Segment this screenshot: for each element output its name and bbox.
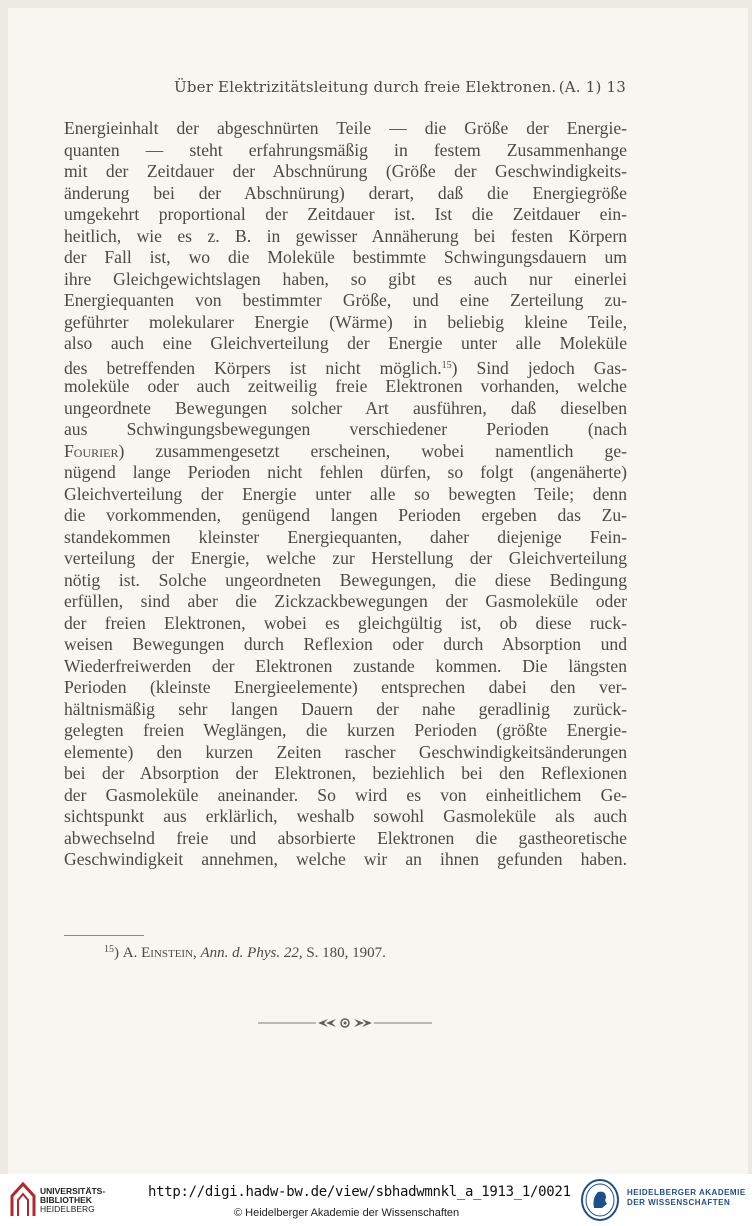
end-ornament (258, 1016, 432, 1030)
footnote-journal: Ann. d. Phys. 22, (200, 945, 303, 961)
body-line: Energiequanten von bestimmter Größe, und eine Zerteilung zu- (64, 290, 627, 310)
body-line: sichtspunkt aus erklärlich, weshalb sowohl Gasmoleküle als auch (64, 806, 627, 826)
footnote-pages: S. 180, 1907. (306, 945, 386, 961)
body-line: Perioden (kleinste Energieelemente) entsprechen dabei den ver- (64, 677, 627, 697)
body-line: quanten — steht erfahrungsmäßig in festem Zusammenhange (64, 139, 627, 160)
body-line: bei der Absorption der Elektronen, beziehlich bei den Reflexionen (64, 763, 627, 783)
body-line: Gleichverteilung der Energie unter alle so bewegten Teile; denn (64, 483, 627, 504)
body-line: standekommen kleinster Energiequanten, daher diejenige Fein- (64, 526, 627, 547)
library-line: BIBLIOTHEK (40, 1195, 92, 1205)
body-text (64, 118, 627, 871)
body-line: heitlich, wie es z. B. in gewisser Annäherung bei festen Körpern (64, 225, 627, 246)
body-line: nötig ist. Solche ungeordneten Bewegungen, die diese Bedingung (64, 569, 627, 590)
body-line: moleküle oder auch zeitweilig freie Elektronen vorhanden, welche (64, 376, 627, 396)
body-line: verteilung der Energie, welche zur Herstellung der Gleichverteilung (64, 548, 627, 568)
running-head-title: Über Elektrizitätsleitung durch freie Elektronen. (174, 78, 557, 96)
body-line: Geschwindigkeit annehmen, welche wir an ihnen gefunden haben. (64, 849, 627, 869)
body-line: ungeordnete Bewegungen solcher Art ausführen, daß dieselben (64, 397, 627, 418)
footnote-number: 15 (104, 944, 114, 955)
body-line: der Fall ist, wo die Moleküle bestimmte Schwingungsdauern um (64, 247, 627, 267)
body-line: hältnismäßig sehr langen Dauern der nahe geradlinig zurück- (64, 698, 627, 719)
body-line: Energieinhalt der abgeschnürten Teile — die Größe der Energie- (64, 118, 627, 138)
copyright-notice: © Heidelberger Akademie der Wissenschaften (234, 1207, 460, 1219)
body-line: erfüllen, sind aber die Zickzackbewegungen der Gasmoleküle oder (64, 591, 627, 611)
body-line-with-footnote-ref (64, 355, 627, 377)
footnote-ref: 15 (441, 359, 452, 371)
footnote-author: A. Einstein, (122, 945, 197, 961)
body-line: änderung bei der Abschnürung) derart, daß die Energiegröße (64, 182, 627, 203)
body-line: abwechselnd freie und absorbierte Elektronen die gastheoretische (64, 827, 627, 848)
viewer-footer (0, 1174, 752, 1226)
library-line: HEIDELBERG (40, 1204, 95, 1214)
body-line: aus Schwingungsbewegungen verschiedener Perioden (nach (64, 419, 627, 439)
body-line: gelegten freien Weglängen, die kurzen Perioden (größte Energie- (64, 720, 627, 740)
body-line: umgekehrt proportional der Zeitdauer ist. Ist die Zeitdauer ein- (64, 204, 627, 224)
body-line: Wiederfreiwerden der Elektronen zustande kommen. Die längsten (64, 655, 627, 676)
body-line: elemente) den kurzen Zeiten rascher Geschwindigkeitsänderungen (64, 741, 627, 762)
university-library-name (40, 1187, 105, 1214)
body-line-text: ) Sind jedoch Gas- (451, 357, 627, 378)
academy-seal-icon (580, 1178, 620, 1222)
body-line: nügend lange Perioden nicht fehlen dürfen, so folgt (angenäherte) (64, 462, 627, 482)
body-line: weisen Bewegungen durch Reflexion oder durch Absorption und (64, 634, 627, 654)
body-line: also auch eine Gleichverteilung der Energie unter alle Moleküle (64, 333, 627, 353)
running-head-page-ref: (A. 1) 13 (558, 78, 626, 96)
body-line: mit der Zeitdauer der Abschnürung (Größe der Geschwindigkeits- (64, 161, 627, 181)
body-line-with-name (64, 441, 627, 463)
author-name-fourier: Fourier (64, 440, 119, 461)
footnote-rule (64, 935, 144, 936)
body-line: geführter molekularer Energie (Wärme) in beliebig kleine Teile, (64, 311, 627, 332)
permalink[interactable]: http://digi.hadw-bw.de/view/sbhadwmnkl_a_1913_1/0021 (148, 1184, 571, 1200)
footnote: $^{15}$) A. Einstein, Ann. d. Phys. 22, S. 180, 1907. (104, 944, 386, 961)
academy-line: DER WISSENSCHAFTEN (627, 1198, 731, 1207)
library-line: UNIVERSITÄTS- (40, 1186, 106, 1196)
body-line: der freien Elektronen, wobei es gleichgültig ist, ob diese ruck- (64, 612, 627, 633)
academy-line: HEIDELBERGER AKADEMIE (627, 1188, 746, 1197)
body-line-text: des betreffenden Körpers ist nicht möglich. (64, 357, 442, 378)
body-line-text: ) zusammengesetzt erscheinen, wobei namentlich ge- (118, 440, 627, 461)
academy-name (627, 1188, 746, 1208)
university-library-logo-icon (8, 1180, 38, 1220)
body-line: ihre Gleichgewichtslagen haben, so gibt es auch nur einerlei (64, 268, 627, 289)
body-line: der Gasmoleküle aneinander. So wird es von einheitlichem Ge- (64, 784, 627, 805)
body-line: die vorkommenden, genügend langen Perioden ergeben das Zu- (64, 505, 627, 525)
